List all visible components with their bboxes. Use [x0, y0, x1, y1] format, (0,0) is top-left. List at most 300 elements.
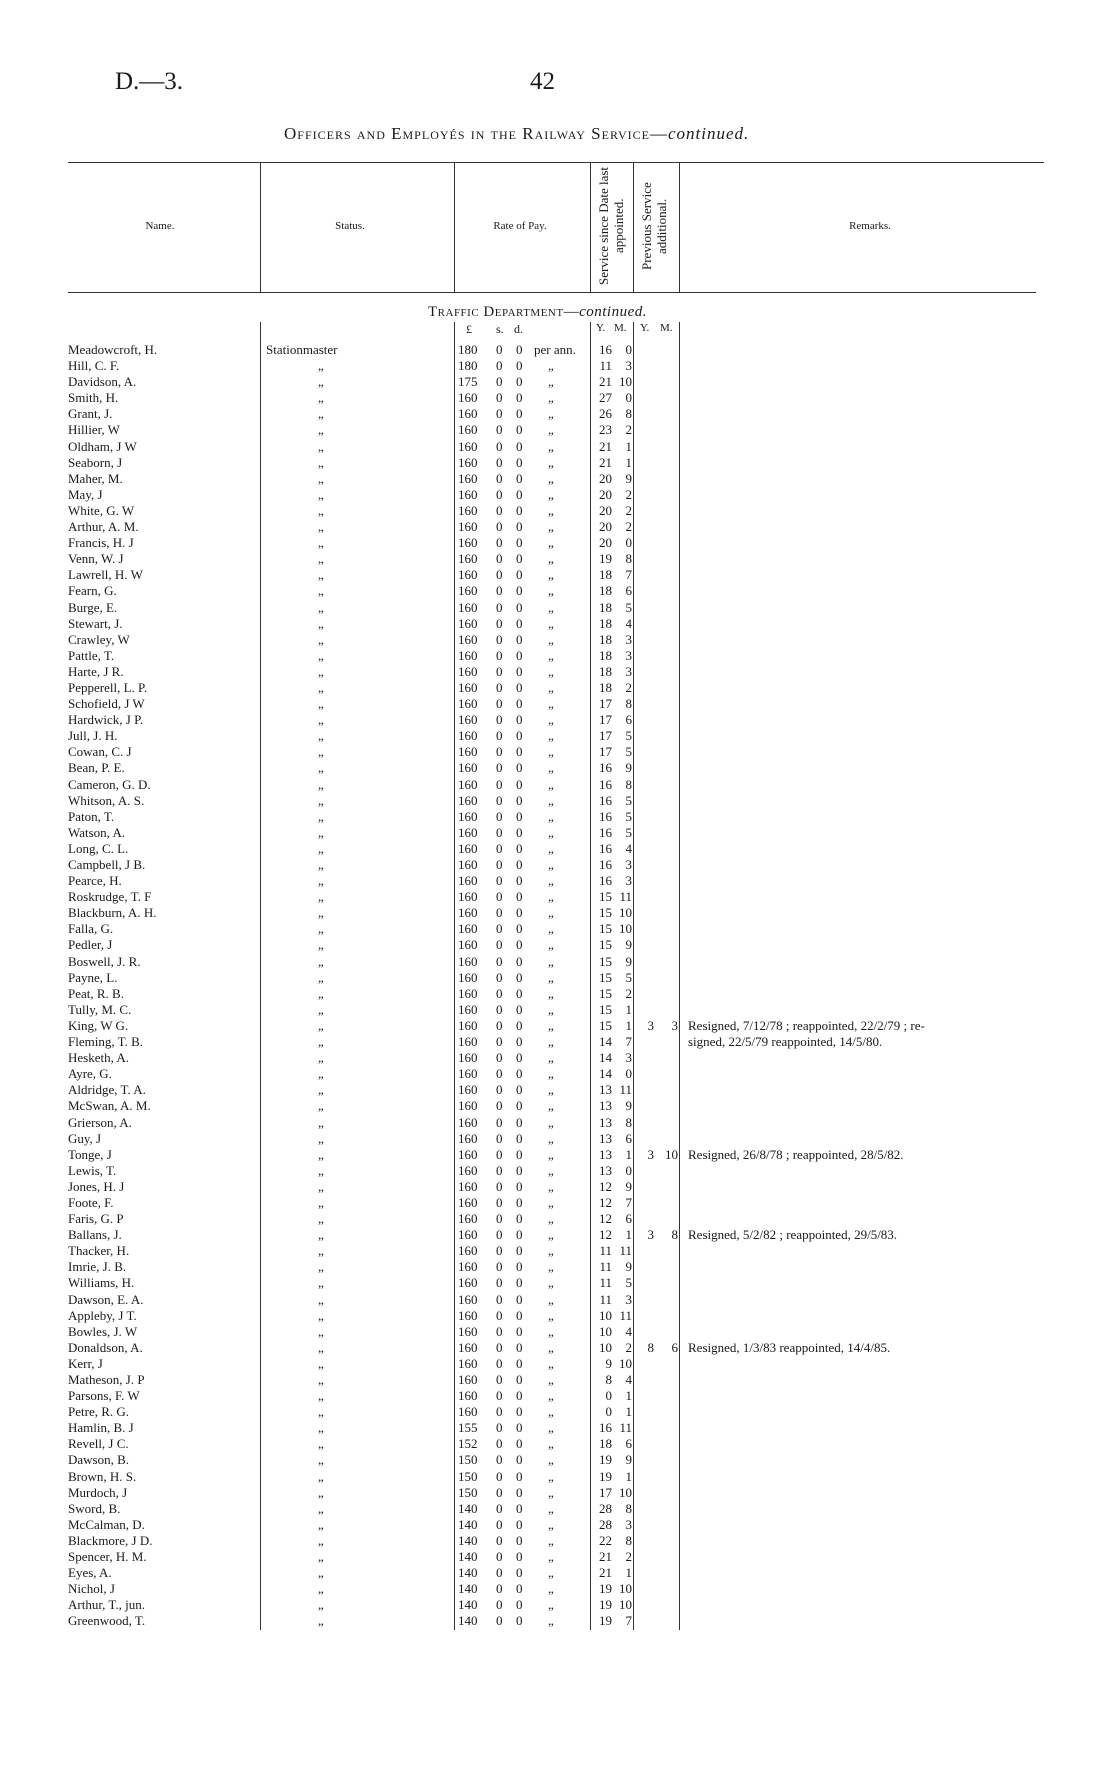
employee-status: „ [318, 1372, 324, 1387]
table-row [0, 1501, 1114, 1517]
service-years: 15 [599, 969, 612, 985]
service-years: 17 [599, 1484, 612, 1500]
pay-pence: 0 [516, 1516, 523, 1532]
employee-status: „ [318, 1259, 324, 1275]
pay-pounds: 180 [458, 358, 478, 374]
pay-shillings: 0 [496, 1211, 503, 1227]
pay-period: „ [548, 1355, 554, 1371]
pay-pence: 0 [516, 679, 523, 695]
table-row [0, 471, 1114, 487]
service-years: 15 [599, 1017, 612, 1033]
employee-name: Jones, H. J [68, 1178, 125, 1194]
table-row [0, 1324, 1114, 1340]
table-row [0, 873, 1114, 889]
employee-status: „ [318, 889, 324, 905]
pay-shillings: 0 [496, 1259, 503, 1275]
pay-pence: 0 [516, 1162, 523, 1178]
employee-name: Dawson, B. [68, 1452, 130, 1468]
service-years: 0 [605, 1388, 612, 1404]
service-months: 5 [625, 728, 632, 744]
table-row [0, 487, 1114, 503]
service-months: 2 [625, 502, 632, 518]
pay-pounds: 160 [458, 840, 478, 856]
pay-pence: 0 [516, 1098, 523, 1114]
service-months: 10 [619, 374, 632, 390]
pay-pounds: 160 [458, 454, 478, 470]
table-row [0, 1259, 1114, 1275]
pay-pounds: 160 [458, 1082, 478, 1098]
service-years: 16 [599, 1420, 612, 1436]
pay-period: „ [548, 1388, 554, 1404]
pay-period: „ [548, 438, 554, 454]
employee-name: Pedler, J [68, 937, 113, 953]
table-row [0, 406, 1114, 422]
employee-status: „ [318, 857, 324, 872]
pay-shillings: 0 [496, 1082, 503, 1098]
pay-pence: 0 [516, 824, 523, 840]
pay-pounds: 150 [458, 1468, 478, 1484]
pay-period: „ [548, 1500, 554, 1516]
service-years: 0 [605, 1404, 612, 1420]
pay-shillings: 0 [496, 519, 503, 535]
table-row [0, 1163, 1114, 1179]
service-months: 3 [625, 1516, 632, 1532]
service-years: 16 [599, 776, 612, 792]
employee-name: Campbell, J B. [68, 857, 146, 872]
employee-name: Ballans, J. [68, 1227, 122, 1243]
service-months: 0 [625, 535, 632, 551]
pay-pounds: 160 [458, 696, 478, 712]
service-years: 11 [599, 1275, 612, 1291]
employee-name: Paton, T. [68, 808, 115, 824]
service-months: 3 [625, 358, 632, 374]
pay-pence: 0 [516, 647, 523, 663]
employee-status: „ [318, 1098, 324, 1114]
pay-pounds: 160 [458, 1227, 478, 1243]
employee-name: Lewis, T. [68, 1162, 117, 1178]
table-row [0, 937, 1114, 953]
table-row [0, 422, 1114, 438]
table-row [0, 1211, 1114, 1227]
pay-period: „ [548, 1066, 554, 1082]
employee-status: „ [318, 358, 324, 374]
pay-pence: 0 [516, 953, 523, 969]
pay-shillings: 0 [496, 1323, 503, 1339]
pay-shillings: 0 [496, 567, 503, 583]
pay-pounds: 160 [458, 583, 478, 599]
pay-shillings: 0 [496, 1291, 503, 1307]
pay-pence: 0 [516, 969, 523, 985]
table-row [0, 1131, 1114, 1147]
service-years: 19 [599, 1581, 612, 1597]
pay-shillings: 0 [496, 1532, 503, 1548]
service-months: 3 [625, 647, 632, 663]
pay-pounds: 160 [458, 760, 478, 776]
pay-pence: 0 [516, 1452, 523, 1468]
employee-status: „ [318, 1339, 324, 1355]
page-title-continued: continued. [668, 124, 750, 143]
section-title-continued: continued. [579, 304, 647, 320]
service-months: 9 [625, 1452, 632, 1468]
pay-shillings: 0 [496, 551, 503, 567]
employee-status: „ [318, 647, 324, 663]
service-years: 16 [599, 873, 612, 889]
pay-pence: 0 [516, 889, 523, 905]
service-years: 11 [599, 358, 612, 374]
remark-text: signed, 22/5/79 reappointed, 14/5/80. [688, 1034, 883, 1050]
service-months: 10 [619, 1581, 632, 1597]
employee-name: Eyes, A. [68, 1565, 112, 1581]
employee-name: Pepperell, L. P. [68, 679, 148, 695]
employee-name: King, W G. [68, 1017, 129, 1033]
employee-name: Murdoch, J [68, 1484, 128, 1500]
pay-pence: 0 [516, 840, 523, 856]
pay-pence: 0 [516, 808, 523, 824]
service-years: 26 [599, 406, 612, 422]
pay-pence: 0 [516, 1243, 523, 1259]
pay-shillings: 0 [496, 1452, 503, 1468]
pay-pounds: 175 [458, 374, 478, 390]
pay-shillings: 0 [496, 1017, 503, 1033]
pay-period: „ [548, 840, 554, 856]
service-months: 7 [625, 1613, 632, 1629]
pay-pounds: 160 [458, 438, 478, 454]
employee-name: Hesketh, A. [68, 1050, 130, 1066]
pay-pounds: 160 [458, 470, 478, 486]
service-years: 17 [599, 696, 612, 712]
table-row [0, 825, 1114, 841]
unit-shillings: s. [496, 322, 504, 336]
service-months: 1 [625, 1001, 632, 1017]
pay-pounds: 160 [458, 1001, 478, 1017]
pay-period: „ [548, 1227, 554, 1243]
rate-col-rule [454, 162, 455, 292]
service-years: 16 [599, 840, 612, 856]
unit-pence: d. [514, 322, 523, 336]
pay-period: „ [548, 1178, 554, 1194]
employee-name: White, G. W [68, 502, 135, 518]
service-years: 18 [599, 599, 612, 615]
pay-pence: 0 [516, 615, 523, 631]
employee-name: Burge, E. [68, 599, 118, 615]
employee-status: „ [318, 631, 324, 647]
document-code: D.—3. [115, 68, 184, 95]
previous-years: 3 [647, 1227, 654, 1243]
employee-status: „ [318, 1323, 324, 1339]
pay-pence: 0 [516, 905, 523, 921]
pay-period: „ [548, 1098, 554, 1114]
service-months: 3 [625, 857, 632, 872]
service-months: 6 [625, 1211, 632, 1227]
employee-name: Donaldson, A. [68, 1339, 143, 1355]
service-years: 15 [599, 937, 612, 953]
pay-pounds: 140 [458, 1500, 478, 1516]
previous-months: 8 [671, 1227, 678, 1243]
service-years: 14 [599, 1066, 612, 1082]
pay-period: „ [548, 1275, 554, 1291]
pay-period: „ [548, 358, 554, 374]
pay-period: „ [548, 744, 554, 760]
service-months: 2 [625, 985, 632, 1001]
service-years: 13 [599, 1130, 612, 1146]
pay-pounds: 160 [458, 744, 478, 760]
employee-name: Tully, M. C. [68, 1001, 132, 1017]
employee-status: „ [318, 1452, 324, 1468]
employee-name: Dawson, E. A. [68, 1291, 144, 1307]
table-row [0, 664, 1114, 680]
service-years: 13 [599, 1146, 612, 1162]
employee-name: Revell, J C. [68, 1436, 129, 1452]
employee-name: Nichol, J [68, 1581, 115, 1597]
status-col-rule [260, 162, 261, 292]
pay-shillings: 0 [496, 406, 503, 422]
pay-shillings: 0 [496, 1420, 503, 1436]
pay-period: „ [548, 1613, 554, 1629]
employee-status: „ [318, 1275, 324, 1291]
service-years: 18 [599, 663, 612, 679]
service-months: 4 [625, 615, 632, 631]
pay-pounds: 160 [458, 1339, 478, 1355]
pay-pence: 0 [516, 1613, 523, 1629]
pay-pounds: 160 [458, 1259, 478, 1275]
employee-name: Crawley, W [68, 631, 130, 647]
table-row [0, 889, 1114, 905]
service-years: 20 [599, 502, 612, 518]
service-months: 5 [625, 824, 632, 840]
employee-name: Foote, F. [68, 1194, 114, 1210]
service-years: 15 [599, 1001, 612, 1017]
pay-pence: 0 [516, 631, 523, 647]
pay-pence: 0 [516, 663, 523, 679]
service-months: 5 [625, 1275, 632, 1291]
service-years: 15 [599, 953, 612, 969]
pay-pounds: 160 [458, 502, 478, 518]
table-row [0, 1485, 1114, 1501]
service-months: 10 [619, 1484, 632, 1500]
pay-period: „ [548, 937, 554, 953]
pay-period: „ [548, 1194, 554, 1210]
pay-pence: 0 [516, 567, 523, 583]
table-row [0, 744, 1114, 760]
service-months: 7 [625, 1194, 632, 1210]
pay-period: „ [548, 470, 554, 486]
service-months: 4 [625, 840, 632, 856]
service-months: 5 [625, 744, 632, 760]
service-months: 9 [625, 470, 632, 486]
employee-status: „ [318, 937, 324, 953]
service-years: 21 [599, 438, 612, 454]
service-years: 16 [599, 792, 612, 808]
pay-pounds: 160 [458, 422, 478, 438]
service-months: 3 [625, 631, 632, 647]
employee-name: Faris, G. P [68, 1211, 124, 1227]
employee-name: Harte, J R. [68, 663, 124, 679]
service-years: 16 [599, 824, 612, 840]
table-row [0, 551, 1114, 567]
pay-pence: 0 [516, 1259, 523, 1275]
pay-shillings: 0 [496, 1227, 503, 1243]
employee-status: „ [318, 1194, 324, 1210]
service-months: 6 [625, 712, 632, 728]
service-years: 10 [599, 1307, 612, 1323]
pay-pence: 0 [516, 1211, 523, 1227]
employee-name: Roskrudge, T. F [68, 889, 152, 905]
employee-status: „ [318, 1565, 324, 1581]
previous-years: 8 [647, 1339, 654, 1355]
pay-pence: 0 [516, 551, 523, 567]
pay-period: „ [548, 486, 554, 502]
pay-shillings: 0 [496, 1114, 503, 1130]
employee-name: Cameron, G. D. [68, 776, 151, 792]
pay-shillings: 0 [496, 1001, 503, 1017]
service-months: 8 [625, 551, 632, 567]
pay-pence: 0 [516, 1323, 523, 1339]
pay-pounds: 160 [458, 1017, 478, 1033]
employee-name: Grant, J. [68, 406, 113, 422]
service-months: 2 [625, 679, 632, 695]
employee-status: „ [318, 1420, 324, 1436]
employee-status: „ [318, 1291, 324, 1307]
service-months: 0 [625, 342, 632, 357]
pay-pounds: 160 [458, 1355, 478, 1371]
pay-period: „ [548, 1565, 554, 1581]
pay-period: „ [548, 502, 554, 518]
pay-shillings: 0 [496, 1436, 503, 1452]
pay-period: „ [548, 535, 554, 551]
service-years: 20 [599, 519, 612, 535]
pay-pounds: 160 [458, 1323, 478, 1339]
service-months: 1 [625, 1468, 632, 1484]
service-years: 21 [599, 454, 612, 470]
table-row [0, 905, 1114, 921]
service-years: 15 [599, 889, 612, 905]
pay-pounds: 160 [458, 1194, 478, 1210]
employee-status: „ [318, 712, 324, 728]
pay-shillings: 0 [496, 840, 503, 856]
service-years: 16 [599, 760, 612, 776]
employee-status: „ [318, 1516, 324, 1532]
employee-status: „ [318, 1162, 324, 1178]
remark-text: Resigned, 26/8/78 ; reappointed, 28/5/82. [688, 1146, 904, 1162]
employee-status: „ [318, 1404, 324, 1420]
pay-shillings: 0 [496, 583, 503, 599]
service-years: 15 [599, 905, 612, 921]
service-months: 8 [625, 696, 632, 712]
service-years: 20 [599, 470, 612, 486]
table-row [0, 1517, 1114, 1533]
employee-name: Pearce, H. [68, 873, 122, 889]
pay-period: „ [548, 808, 554, 824]
pay-period: „ [548, 631, 554, 647]
pay-pounds: 160 [458, 776, 478, 792]
service-months: 1 [625, 1146, 632, 1162]
employee-name: Boswell, J. R. [68, 953, 141, 969]
employee-name: Pattle, T. [68, 647, 115, 663]
service-years: 12 [599, 1194, 612, 1210]
table-row [0, 1050, 1114, 1066]
staff-table [0, 342, 1114, 1630]
table-row [0, 1533, 1114, 1549]
pay-period: „ [548, 551, 554, 567]
service-years: 14 [599, 1034, 612, 1050]
previous-col-rule [633, 162, 634, 292]
employee-name: McSwan, A. M. [68, 1098, 151, 1114]
pay-period: „ [548, 905, 554, 921]
pay-shillings: 0 [496, 390, 503, 406]
pay-pence: 0 [516, 937, 523, 953]
employee-status: „ [318, 1050, 324, 1066]
pay-shillings: 0 [496, 1516, 503, 1532]
employee-name: Arthur, T., jun. [68, 1597, 145, 1613]
pay-period: „ [548, 1017, 554, 1033]
service-years: 21 [599, 1565, 612, 1581]
pay-pence: 0 [516, 406, 523, 422]
employee-status: „ [318, 1307, 324, 1323]
pay-pence: 0 [516, 1549, 523, 1565]
pay-period: „ [548, 1146, 554, 1162]
employee-status: „ [318, 792, 324, 808]
pay-period: „ [548, 760, 554, 776]
pay-pence: 0 [516, 390, 523, 406]
pay-period: „ [548, 873, 554, 889]
service-years: 18 [599, 631, 612, 647]
pay-pence: 0 [516, 760, 523, 776]
employee-status: „ [318, 486, 324, 502]
service-months: 1 [625, 454, 632, 470]
employee-status: „ [318, 873, 324, 889]
service-years: 22 [599, 1532, 612, 1548]
pay-period: „ [548, 728, 554, 744]
employee-name: Hamlin, B. J [68, 1420, 134, 1436]
table-row [0, 1404, 1114, 1420]
pay-pence: 0 [516, 486, 523, 502]
table-row [0, 439, 1114, 455]
pay-shillings: 0 [496, 728, 503, 744]
pay-period: „ [548, 1436, 554, 1452]
pay-pence: 0 [516, 1146, 523, 1162]
service-years: 28 [599, 1500, 612, 1516]
pay-pounds: 160 [458, 599, 478, 615]
pay-pence: 0 [516, 1565, 523, 1581]
employee-status: „ [318, 1243, 324, 1259]
employee-status: „ [318, 1549, 324, 1565]
employee-name: Petre, R. G. [68, 1404, 130, 1420]
pay-period: „ [548, 776, 554, 792]
pay-period: „ [548, 454, 554, 470]
pay-pounds: 160 [458, 1130, 478, 1146]
table-row [0, 1581, 1114, 1597]
previous-months: 6 [671, 1339, 678, 1355]
pay-pounds: 150 [458, 1452, 478, 1468]
pay-pounds: 160 [458, 1243, 478, 1259]
employee-status: „ [318, 599, 324, 615]
service-years: 28 [599, 1516, 612, 1532]
pay-pounds: 160 [458, 969, 478, 985]
employee-status: „ [318, 438, 324, 454]
table-row [0, 1340, 1114, 1356]
service-months: 8 [625, 1500, 632, 1516]
table-row [0, 696, 1114, 712]
header-name: Name. [145, 220, 175, 232]
pay-pence: 0 [516, 744, 523, 760]
pay-shillings: 0 [496, 1130, 503, 1146]
employee-status: „ [318, 1017, 324, 1033]
page-title-main: Officers and Employés in the Railway Service— [284, 124, 669, 143]
pay-shillings: 0 [496, 374, 503, 390]
pay-shillings: 0 [496, 1484, 503, 1500]
pay-period: „ [548, 374, 554, 390]
pay-shillings: 0 [496, 969, 503, 985]
